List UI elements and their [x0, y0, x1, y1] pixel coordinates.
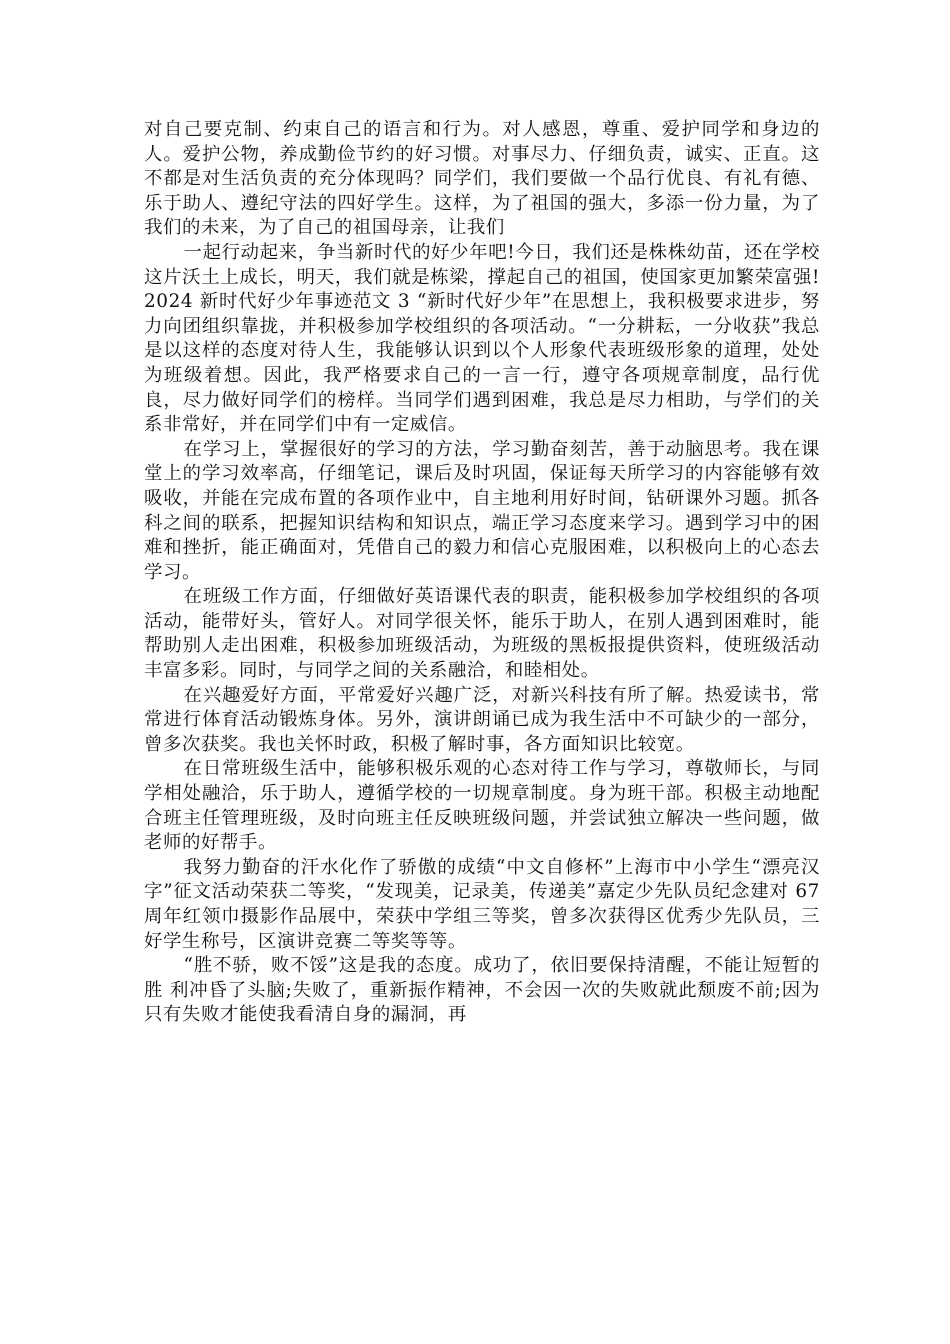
- paragraph-2: 一起行动起来，争当新时代的好少年吧!今日，我们还是株株幼苗，还在学校这片沃土上成长，明天，我们就是栋梁，撑起自己的祖国，使国家更加繁荣富强! 2024 新时代好少年事迹范文 3 “新时代好少年”在思想上，我积极要求进步，努力向团组织靠拢，并积极参加学校组织的各项活动。“一分耕耘，一分收获”我总是以这样的态度对待人生，我能够认识到以个人形象代表班级形象的道理，处处为班级着想。因此，我严格要求自己的一言一行，遵守各项规章制度，品行优良，尽力做好同学们的榜样。当同学们遇到困难，我总是尽力相助，与学们的关系非常好，并在同学们中有一定威信。: [144, 241, 820, 436]
- paragraph-1: 对自己要克制、约束自己的语言和行为。对人感恩，尊重、爱护同学和身边的人。爱护公物，养成勤俭节约的好习惯。对事尽力、仔细负责，诚实、正直。这不都是对生活负责的充分体现吗？同学们，我们要做一个品行优良、有礼有德、乐于助人、遵纪守法的四好学生。这样，为了祖国的强大，多添一份力量，为了我们的未来，为了自己的祖国母亲，让我们: [144, 119, 820, 239]
- paragraph-4: 在班级工作方面，仔细做好英语课代表的职责，能积极参加学校组织的各项活动，能带好头，管好人。对同学很关怀，能乐于助人，在别人遇到困难时，能帮助别人走出困难，积极参加班级活动，为班级的黑板报提供资料，使班级活动丰富多彩。同时，与同学之间的关系融洽，和睦相处。: [144, 586, 820, 682]
- paragraph-6: 在日常班级生活中，能够积极乐观的心态对待工作与学习，尊敬师长，与同学相处融洽，乐于助人，遵循学校的一切规章制度。身为班干部。积极主动地配合班主任管理班级，及时向班主任反映班级问题，并尝试独立解决一些问题，做老师的好帮手。: [144, 758, 820, 854]
- document-body: [144, 118, 820, 1028]
- paragraph-3: 在学习上，掌握很好的学习的方法，学习勤奋刻苦，善于动脑思考。我在课堂上的学习效率高，仔细笔记，课后及时巩固，保证每天所学习的内容能够有效吸收，并能在完成布置的各项作业中，自主地利用好时间，钻研课外习题。抓各科之间的联系，把握知识结构和知识点，端正学习态度来学习。遇到学习中的困难和挫折，能正确面对，凭借自己的毅力和信心克服困难，以积极向上的心态去学习。: [144, 438, 820, 583]
- paragraph-5: 在兴趣爱好方面，平常爱好兴趣广泛，对新兴科技有所了解。热爱读书，常常进行体育活动锻炼身体。另外，演讲朗诵已成为我生活中不可缺少的一部分，曾多次获奖。我也关怀时政，积极了解时事，各方面知识比较宽。: [144, 684, 820, 755]
- paragraph-8: “胜不骄，败不馁”这是我的态度。成功了，依旧要保持清醒，不能让短暂的胜 利冲昏了头脑;失败了，重新振作精神，不会因一次的失败就此颓废不前;因为只有失败才能使我看清自身的漏洞，再: [144, 955, 820, 1026]
- paragraph-7: 我努力勤奋的汗水化作了骄傲的成绩“中文自修杯”上海市中小学生“漂亮汉字”征文活动荣获二等奖，“发现美，记录美，传递美”嘉定少先队员纪念建对 67 周年红领巾摄影作品展中，荣获中学组三等奖，曾多次获得区优秀少先队员，三好学生称号，区演讲竞赛二等奖等等。: [144, 856, 820, 952]
